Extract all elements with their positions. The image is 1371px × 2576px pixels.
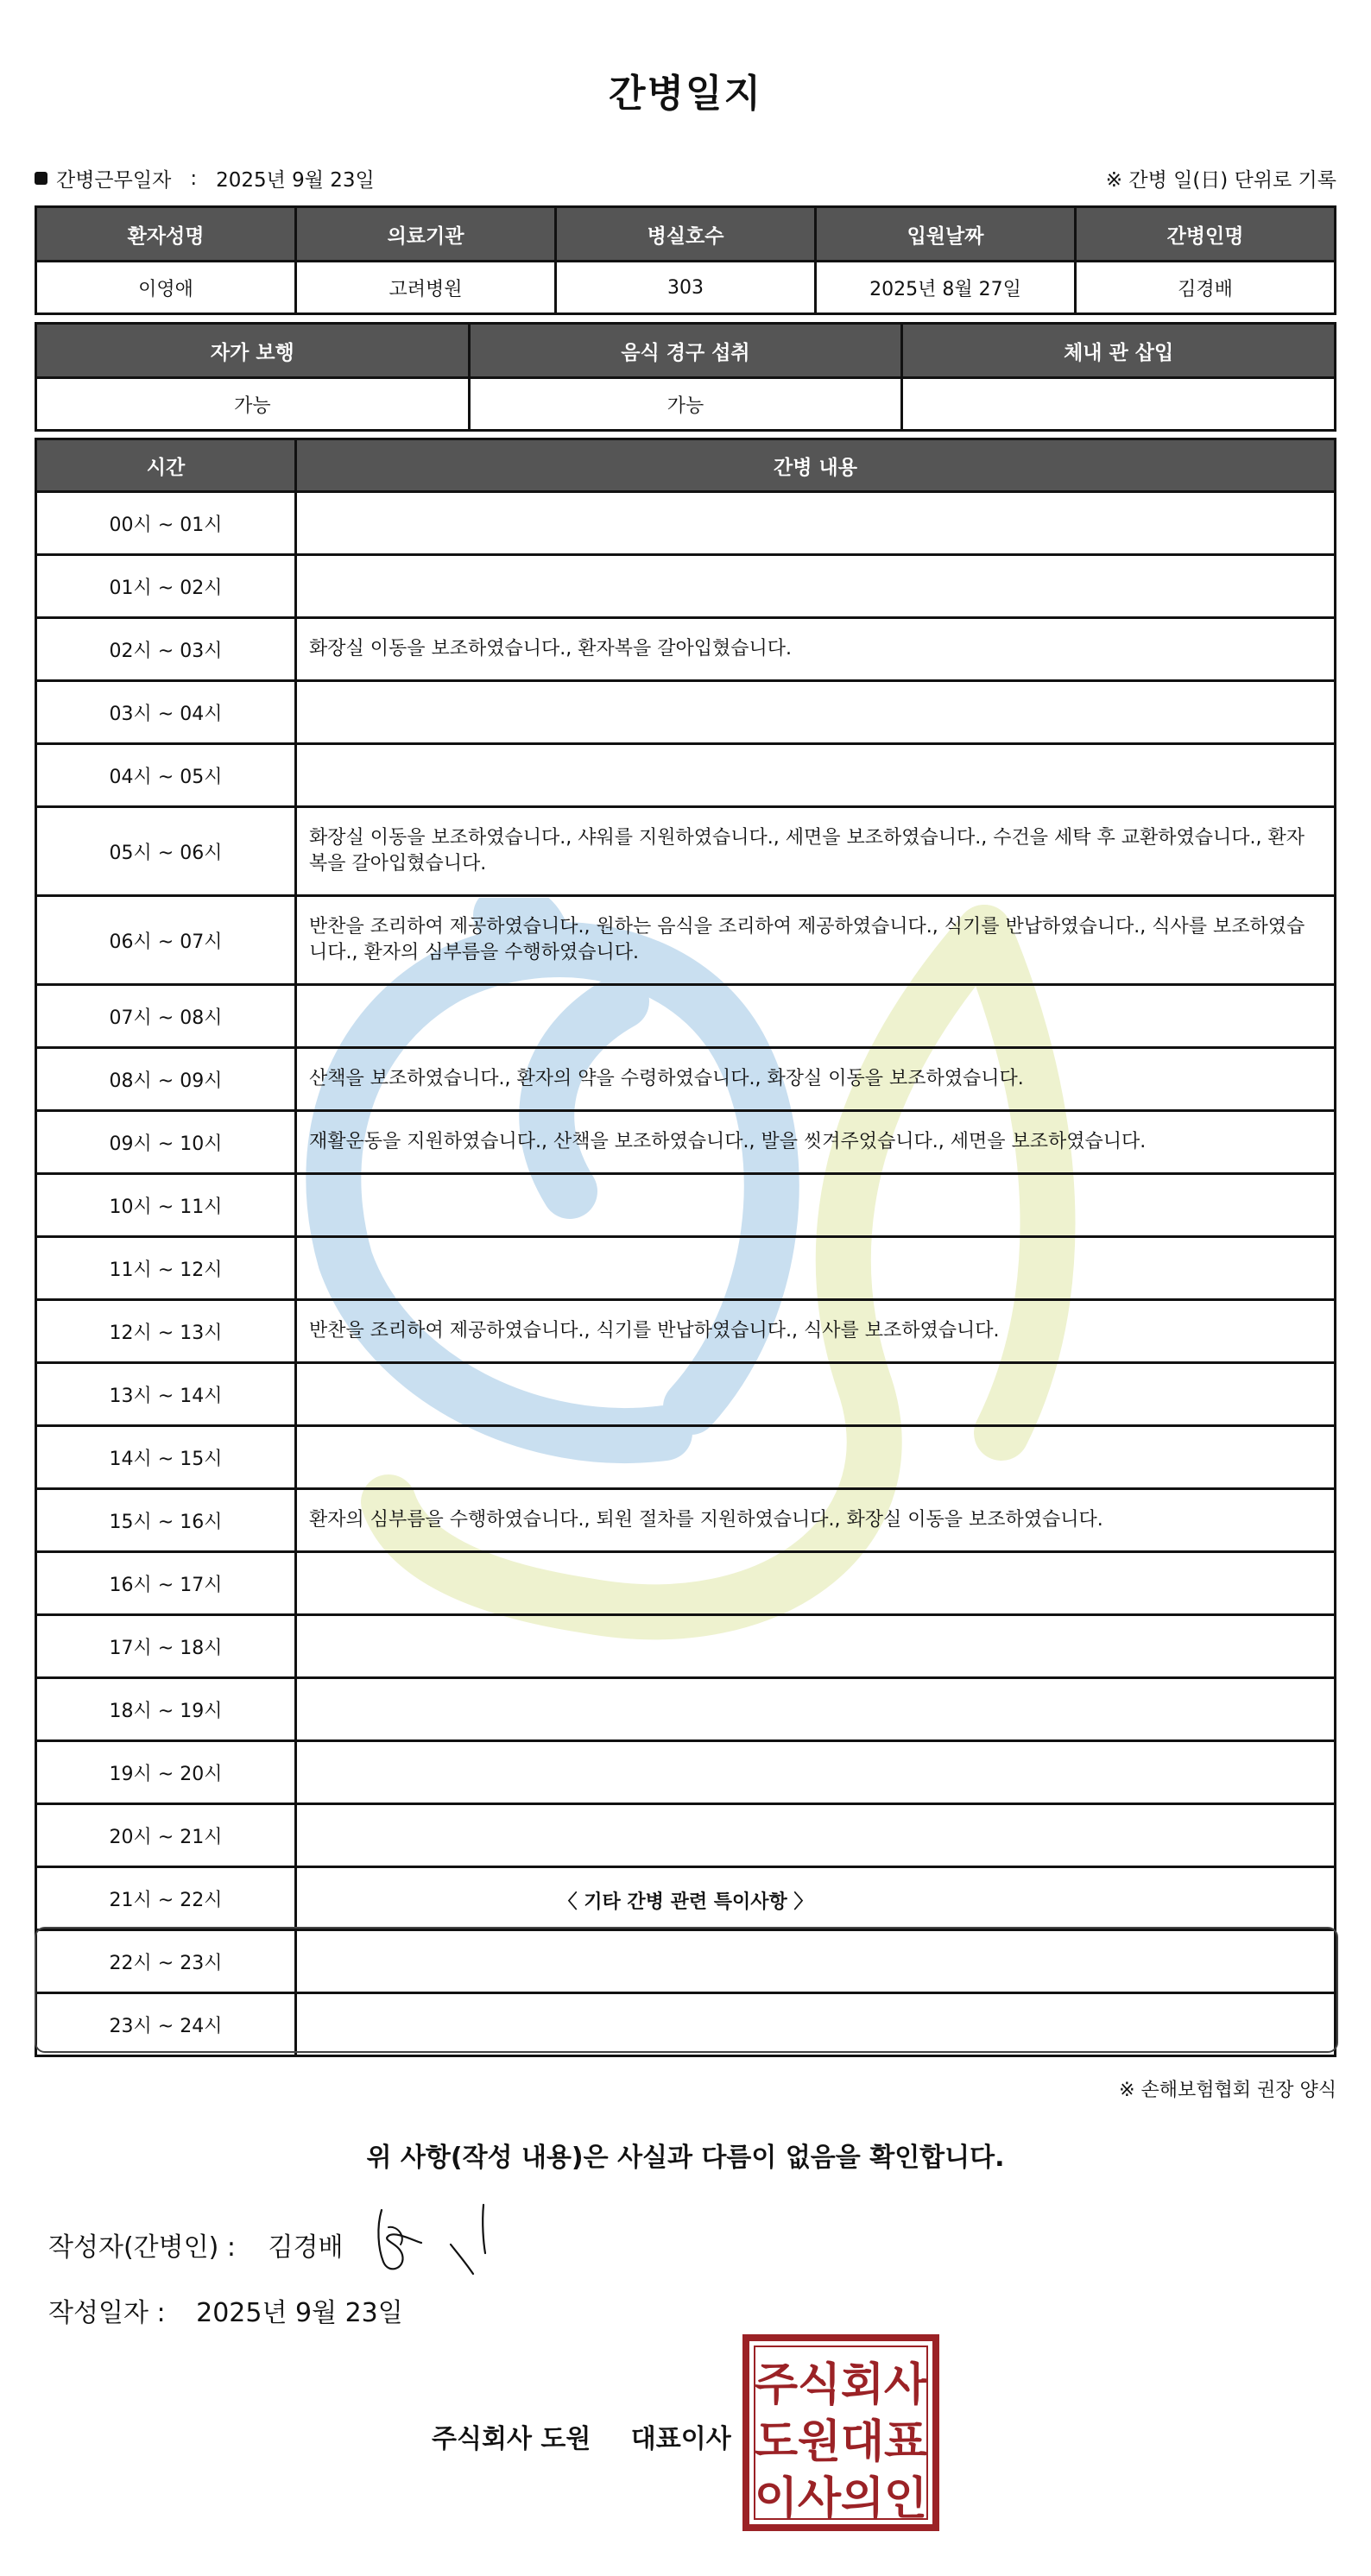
table-row xyxy=(36,1300,1336,1363)
writer-label: 작성자(간병인) : xyxy=(48,2232,236,2263)
unit-note: ※ 간병 일(日) 단위로 기록 xyxy=(1105,169,1336,192)
seal-char: 대 xyxy=(840,2416,885,2468)
write-date-value: 2025년 9월 23일 xyxy=(196,2298,403,2328)
care-content xyxy=(296,1552,1336,1615)
ability-header-row xyxy=(36,324,1336,378)
table-row xyxy=(36,1048,1336,1111)
header-tube-insertion: 체내 관 삽입 xyxy=(902,324,1336,378)
page-title: 간병일지 xyxy=(608,72,762,116)
time-slot: 12시 ~ 13시 xyxy=(36,1300,296,1363)
care-content xyxy=(296,985,1336,1048)
time-slot: 23시 ~ 24시 xyxy=(36,1993,296,2056)
time-slot: 02시 ~ 03시 xyxy=(36,618,296,681)
confirmation-statement: 위 사항(작성 내용)은 사실과 다름이 없음을 확인합니다. xyxy=(366,2143,1005,2173)
header-admission-date: 입원날짜 xyxy=(816,207,1076,262)
seal-char: 원 xyxy=(797,2416,842,2468)
table-row xyxy=(36,1741,1336,1804)
table-row xyxy=(36,1678,1336,1741)
care-content xyxy=(296,1363,1336,1426)
company-line xyxy=(432,2417,731,2455)
time-slot: 09시 ~ 10시 xyxy=(36,1111,296,1174)
care-content: 환자의 심부름을 수행하였습니다., 퇴원 절차를 지원하였습니다., 화장실 이동을 보조하였습니다. xyxy=(296,1489,1336,1552)
header-oral-intake: 음식 경구 섭취 xyxy=(469,324,902,378)
care-log-header-row xyxy=(36,439,1336,492)
care-content xyxy=(296,1426,1336,1489)
hospital-name: 고려병원 xyxy=(296,262,556,314)
table-row xyxy=(36,896,1336,985)
table-row xyxy=(36,1489,1336,1552)
write-date-line xyxy=(48,2291,403,2329)
table-row xyxy=(36,1174,1336,1237)
seal-char: 이 xyxy=(754,2473,799,2525)
work-date-value: 2025년 9월 23일 xyxy=(216,169,375,192)
care-content xyxy=(296,1615,1336,1678)
header-room: 병실호수 xyxy=(556,207,816,262)
time-slot: 18시 ~ 19시 xyxy=(36,1678,296,1741)
time-slot: 04시 ~ 05시 xyxy=(36,744,296,807)
care-content xyxy=(296,1237,1336,1300)
ability-value-row xyxy=(36,378,1336,431)
remarks-box xyxy=(35,1927,1338,2053)
time-slot: 01시 ~ 02시 xyxy=(36,555,296,618)
header-patient-name: 환자성명 xyxy=(36,207,296,262)
seal-char: 인 xyxy=(883,2473,928,2525)
ability-info-table xyxy=(35,322,1336,432)
time-slot: 21시 ~ 22시 xyxy=(36,1867,296,1930)
table-row xyxy=(36,1426,1336,1489)
time-slot: 10시 ~ 11시 xyxy=(36,1174,296,1237)
care-content: 반찬을 조리하여 제공하였습니다., 원하는 음식을 조리하여 제공하였습니다., 식기를 반납하였습니다., 식사를 보조하였습니다., 환자의 심부름을 수행하였습니다. xyxy=(296,896,1336,985)
time-slot: 05시 ~ 06시 xyxy=(36,807,296,896)
table-row xyxy=(36,1237,1336,1300)
writer-line xyxy=(48,2226,343,2263)
tube-insertion-value xyxy=(902,378,1336,431)
care-content xyxy=(296,1678,1336,1741)
time-slot: 17시 ~ 18시 xyxy=(36,1615,296,1678)
seal-char: 표 xyxy=(883,2416,928,2468)
table-row xyxy=(36,744,1336,807)
time-slot: 07시 ~ 08시 xyxy=(36,985,296,1048)
patient-info-value-row xyxy=(36,262,1336,314)
time-slot: 11시 ~ 12시 xyxy=(36,1237,296,1300)
care-content xyxy=(296,492,1336,555)
care-content: 산책을 보조하였습니다., 환자의 약을 수령하였습니다., 화장실 이동을 보조하였습니다. xyxy=(296,1048,1336,1111)
patient-info-header-row xyxy=(36,207,1336,262)
ceo-label: 대표이사 xyxy=(630,2424,731,2454)
care-content xyxy=(296,1804,1336,1867)
seal-char: 주 xyxy=(754,2359,799,2411)
seal-char: 사 xyxy=(883,2359,928,2411)
time-slot: 22시 ~ 23시 xyxy=(36,1930,296,1993)
time-slot: 08시 ~ 09시 xyxy=(36,1048,296,1111)
square-bullet-icon xyxy=(35,172,47,185)
header-time: 시간 xyxy=(36,439,296,492)
company-name: 주식회사 도원 xyxy=(432,2424,591,2454)
form-note: ※ 손해보험협회 권장 양식 xyxy=(1119,2080,1336,2101)
care-content xyxy=(296,1174,1336,1237)
time-slot: 00시 ~ 01시 xyxy=(36,492,296,555)
care-content: 재활운동을 지원하였습니다., 산책을 보조하였습니다., 발을 씻겨주었습니다., 세면을 보조하였습니다. xyxy=(296,1111,1336,1174)
caregiver-name: 김경배 xyxy=(1076,262,1336,314)
care-content xyxy=(296,1741,1336,1804)
care-content: 반찬을 조리하여 제공하였습니다., 식기를 반납하였습니다., 식사를 보조하였습니다. xyxy=(296,1300,1336,1363)
patient-name: 이영애 xyxy=(36,262,296,314)
time-slot: 14시 ~ 15시 xyxy=(36,1426,296,1489)
header-caregiver: 간병인명 xyxy=(1076,207,1336,262)
seal-char: 식 xyxy=(797,2359,842,2411)
time-slot: 15시 ~ 16시 xyxy=(36,1489,296,1552)
write-date-label: 작성일자 : xyxy=(48,2298,166,2328)
time-slot: 19시 ~ 20시 xyxy=(36,1741,296,1804)
admission-date: 2025년 8월 27일 xyxy=(816,262,1076,314)
table-row xyxy=(36,681,1336,744)
time-slot: 06시 ~ 07시 xyxy=(36,896,296,985)
work-date-sep: : xyxy=(190,167,198,190)
care-content xyxy=(296,555,1336,618)
table-row xyxy=(36,555,1336,618)
work-date-line xyxy=(35,164,375,193)
patient-info-table xyxy=(35,205,1336,315)
care-content: 화장실 이동을 보조하였습니다., 환자복을 갈아입혔습니다. xyxy=(296,618,1336,681)
table-row xyxy=(36,1363,1336,1426)
header-care-content: 간병 내용 xyxy=(296,439,1336,492)
care-content: 화장실 이동을 보조하였습니다., 샤워를 지원하였습니다., 세면을 보조하였습니다., 수건을 세탁 후 교환하였습니다., 환자복을 갈아입혔습니다. xyxy=(296,807,1336,896)
table-row xyxy=(36,1804,1336,1867)
time-slot: 03시 ~ 04시 xyxy=(36,681,296,744)
header-hospital: 의료기관 xyxy=(296,207,556,262)
table-row xyxy=(36,618,1336,681)
care-content xyxy=(296,681,1336,744)
table-row xyxy=(36,1615,1336,1678)
seal-char: 사 xyxy=(797,2473,842,2525)
oral-intake-value: 가능 xyxy=(469,378,902,431)
seal-stamp-icon xyxy=(742,2334,939,2531)
seal-char: 의 xyxy=(840,2473,885,2525)
table-row xyxy=(36,1111,1336,1174)
care-log-table xyxy=(35,438,1336,2057)
time-slot: 20시 ~ 21시 xyxy=(36,1804,296,1867)
remarks-title: 〈 기타 간병 관련 특이사항 〉 xyxy=(558,1891,813,1913)
table-row xyxy=(36,492,1336,555)
work-date-label: 간병근무일자 xyxy=(56,169,172,192)
signature-image xyxy=(371,2201,501,2279)
seal-char: 도 xyxy=(754,2416,799,2468)
self-walking-value: 가능 xyxy=(36,378,470,431)
table-row xyxy=(36,985,1336,1048)
time-slot: 13시 ~ 14시 xyxy=(36,1363,296,1426)
time-slot: 16시 ~ 17시 xyxy=(36,1552,296,1615)
header-self-walking: 자가 보행 xyxy=(36,324,470,378)
table-row xyxy=(36,1552,1336,1615)
care-content xyxy=(296,744,1336,807)
seal-char: 회 xyxy=(840,2359,885,2411)
table-row xyxy=(36,807,1336,896)
room-number: 303 xyxy=(556,262,816,314)
writer-name: 김경배 xyxy=(268,2232,344,2263)
